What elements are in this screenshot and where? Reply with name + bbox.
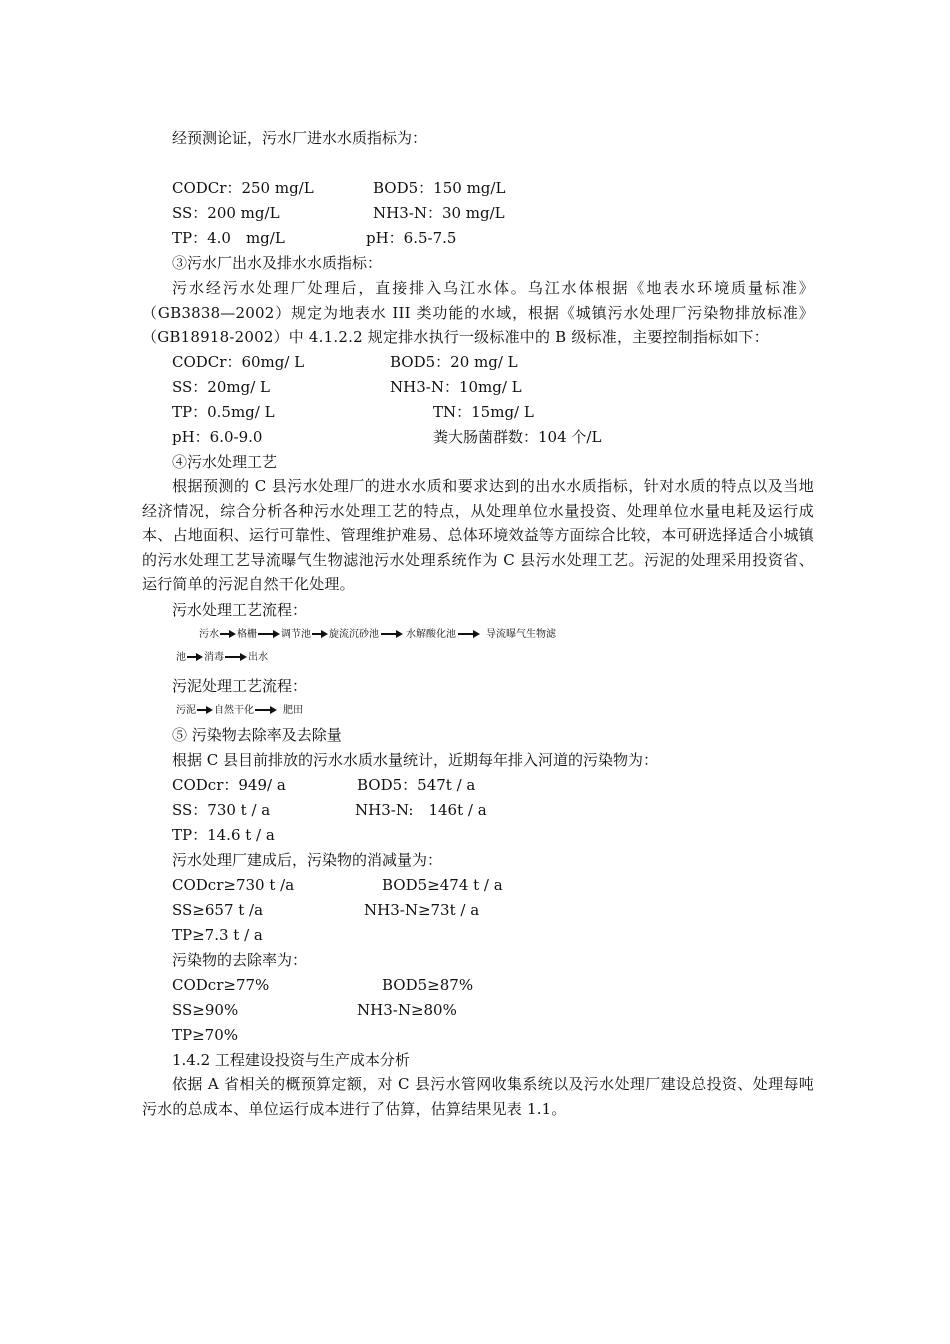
flow-step-disinfection: 消毒 [204, 652, 224, 663]
rate-label: 污染物的去除率为： [172, 951, 308, 969]
effluent-ph: pH：6.0-9.0 [172, 428, 263, 446]
sludge-flow-label: 污泥处理工艺流程： [172, 677, 308, 695]
reduction-ss: SS≥657 t /a [172, 901, 264, 919]
rate-nh3n: NH3-N≥80% [357, 1001, 457, 1019]
effluent-nh3n: NH3-N：10mg/ L [390, 378, 522, 396]
effluent-tn: TN：15mg/ L [433, 403, 534, 421]
section4-paragraph: 根据预测的 C 县污水处理厂的进水水质和要求达到的出水水质指标，针对水质的特点以及当地经济情况，综合分析各种污水处理工艺的特点，从处理单位水量投资、处理单位水量电耗及运行成本、占地面积、运行可靠性、管理维护难易、总体环境效益等方面综合比较，本可研选择适合小城镇的污水处理工艺导流曝气生物滤池污水处理系统作为 C 县污水处理工艺。污泥的处理采用投资省、运行简单的污泥自然干化处理。 [142, 477, 814, 593]
sewage-flow-label: 污水处理工艺流程： [172, 601, 308, 619]
section5-intro: 根据 C 县目前排放的污水水质水量统计，近期每年排入河道的污染物为： [172, 751, 659, 769]
arrow-right-icon [197, 706, 213, 714]
influent-tp: TP：4.0 mg/L [172, 229, 285, 247]
rate-bod5: BOD5≥87% [382, 976, 474, 994]
effluent-ss: SS：20mg/ L [172, 378, 270, 396]
flow-step-effluent: 出水 [248, 652, 268, 663]
arrow-right-icon [312, 630, 328, 638]
annual-codcr: CODcr：949/ a [172, 776, 286, 794]
sludge-flow-row [176, 701, 303, 716]
influent-codcr: CODCr：250 mg/L [172, 179, 314, 197]
section-142-paragraph: 依据 A 省相关的概预算定额，对 C 县污水管网收集系统以及污水处理厂建设总投资、处理每吨污水的总成本、单位运行成本进行了估算，估算结果见表 1.1。 [142, 1075, 814, 1118]
sewage-flow-row1 [199, 625, 556, 640]
flow-step-sludge: 污泥 [176, 705, 196, 716]
reduction-tp: TP≥7.3 t / a [172, 926, 263, 944]
reduction-bod5: BOD5≥474 t / a [382, 876, 503, 894]
effluent-coliform: 粪大肠菌群数：104 个/L [433, 428, 602, 446]
flow-step-hydrolysis-tank: 水解酸化池 [406, 629, 456, 640]
section5-heading: ⑤ 污染物去除率及去除量 [172, 726, 342, 744]
reduction-label: 污水处理厂建成后，污染物的消减量为： [172, 851, 443, 869]
influent-bod5: BOD5：150 mg/L [373, 179, 506, 197]
rate-tp: TP≥70% [172, 1026, 239, 1044]
effluent-tp: TP：0.5mg/ L [172, 403, 275, 421]
annual-bod5: BOD5：547t / a [357, 776, 476, 794]
effluent-codcr: CODCr：60mg/ L [172, 353, 305, 371]
section-142-heading: 1.4.2 工程建设投资与生产成本分析 [172, 1051, 410, 1069]
influent-ss: SS：200 mg/L [172, 204, 280, 222]
rate-codcr: CODcr≥77% [172, 976, 270, 994]
annual-ss: SS：730 t / a [172, 801, 271, 819]
flow-step-screen: 格栅 [237, 629, 257, 640]
flow-step-sewage: 污水 [199, 629, 219, 640]
section3-heading: ③污水厂出水及排水水质指标： [172, 254, 383, 272]
arrow-right-icon [255, 706, 277, 714]
intro-line: 经预测论证，污水厂进水水质指标为： [172, 129, 428, 147]
section4-heading: ④污水处理工艺 [172, 453, 278, 471]
arrow-right-icon [220, 630, 236, 638]
effluent-bod5: BOD5：20 mg/ L [390, 353, 518, 371]
arrow-right-icon [458, 630, 480, 638]
flow-step-baf-filter-cont: 池 [176, 652, 186, 663]
arrow-right-icon [381, 630, 403, 638]
flow-step-natural-drying: 自然干化 [214, 705, 254, 716]
flow-step-baf-filter: 导流曝气生物滤 [486, 629, 556, 640]
arrow-right-icon [258, 630, 280, 638]
arrow-right-icon [225, 653, 247, 661]
flow-step-grit-chamber: 旋流沉砂池 [329, 629, 379, 640]
rate-ss: SS≥90% [172, 1001, 239, 1019]
flow-step-equalization-tank: 调节池 [281, 629, 311, 640]
influent-ph: pH：6.5-7.5 [366, 229, 457, 247]
arrow-right-icon [187, 653, 203, 661]
annual-tp: TP：14.6 t / a [172, 826, 275, 844]
flow-step-fertilize-field: 肥田 [283, 705, 303, 716]
section3-paragraph: 污水经污水处理厂处理后，直接排入乌江水体。乌江水体根据《地表水环境质量标准》（GB3838—2002）规定为地表水 III 类功能的水域，根据《城镇污水处理厂污染物排放标准》（GB18918-2002）中 4.1.2.2 规定排水执行一级标准中的 B 级标准，主要控制指标如下： [142, 279, 814, 346]
sewage-flow-row2 [176, 648, 268, 663]
reduction-codcr: CODcr≥730 t /a [172, 876, 295, 894]
reduction-nh3n: NH3-N≥73t / a [364, 901, 480, 919]
annual-nh3n: NH3-N: 146t / a [355, 801, 487, 819]
influent-nh3n: NH3-N：30 mg/L [373, 204, 505, 222]
